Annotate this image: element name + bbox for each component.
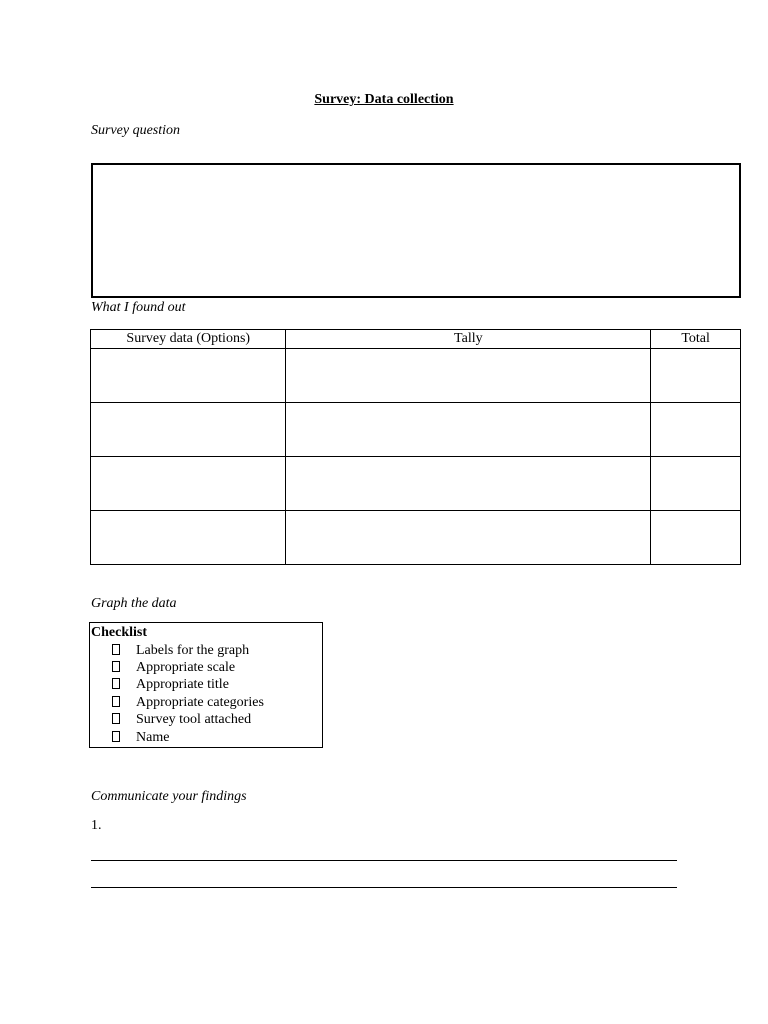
checklist-item-label: Appropriate title [136, 677, 229, 692]
total-cell[interactable] [651, 457, 741, 511]
answer-line[interactable] [91, 860, 677, 861]
header-tally: Tally [286, 330, 651, 349]
checklist-item[interactable] [112, 659, 235, 676]
checklist-item-label: Survey tool attached [136, 712, 252, 727]
table-header-row [91, 330, 741, 349]
checklist-item[interactable] [112, 729, 169, 746]
option-cell[interactable] [91, 349, 286, 403]
tally-cell[interactable] [286, 349, 651, 403]
header-survey-data: Survey data (Options) [91, 330, 286, 349]
tally-cell[interactable] [286, 457, 651, 511]
option-cell[interactable] [91, 403, 286, 457]
checklist-title: Checklist [91, 625, 147, 640]
survey-data-table [90, 329, 741, 565]
option-cell[interactable] [91, 457, 286, 511]
finding-number: 1. [91, 818, 102, 833]
checklist-item-label: Appropriate categories [136, 695, 264, 710]
checklist-item[interactable] [112, 642, 249, 659]
answer-line[interactable] [91, 887, 677, 888]
header-total: Total [651, 330, 741, 349]
checkbox-icon[interactable] [112, 713, 120, 724]
table-row [91, 403, 741, 457]
survey-question-box[interactable] [91, 163, 741, 298]
checklist-item-label: Appropriate scale [136, 660, 236, 675]
checklist-item[interactable] [112, 711, 251, 728]
table-row [91, 349, 741, 403]
checkbox-icon[interactable] [112, 661, 120, 672]
page-title: Survey: Data collection [314, 92, 454, 107]
checkbox-icon[interactable] [112, 731, 120, 742]
total-cell[interactable] [651, 403, 741, 457]
survey-question-label: Survey question [91, 123, 181, 138]
tally-cell[interactable] [286, 403, 651, 457]
tally-cell[interactable] [286, 511, 651, 565]
communicate-findings-label: Communicate your findings [91, 789, 247, 804]
option-cell[interactable] [91, 511, 286, 565]
checkbox-icon[interactable] [112, 678, 120, 689]
checkbox-icon[interactable] [112, 644, 120, 655]
total-cell[interactable] [651, 511, 741, 565]
total-cell[interactable] [651, 349, 741, 403]
graph-the-data-label: Graph the data [91, 596, 177, 611]
table-row [91, 511, 741, 565]
checkbox-icon[interactable] [112, 696, 120, 707]
checklist-item[interactable] [112, 694, 264, 711]
table-row [91, 457, 741, 511]
checklist-item-label: Labels for the graph [136, 643, 250, 658]
checklist-item-label: Name [136, 730, 170, 745]
checklist-item[interactable] [112, 676, 229, 693]
checklist-box [89, 622, 323, 748]
what-i-found-out-label: What I found out [91, 300, 186, 315]
